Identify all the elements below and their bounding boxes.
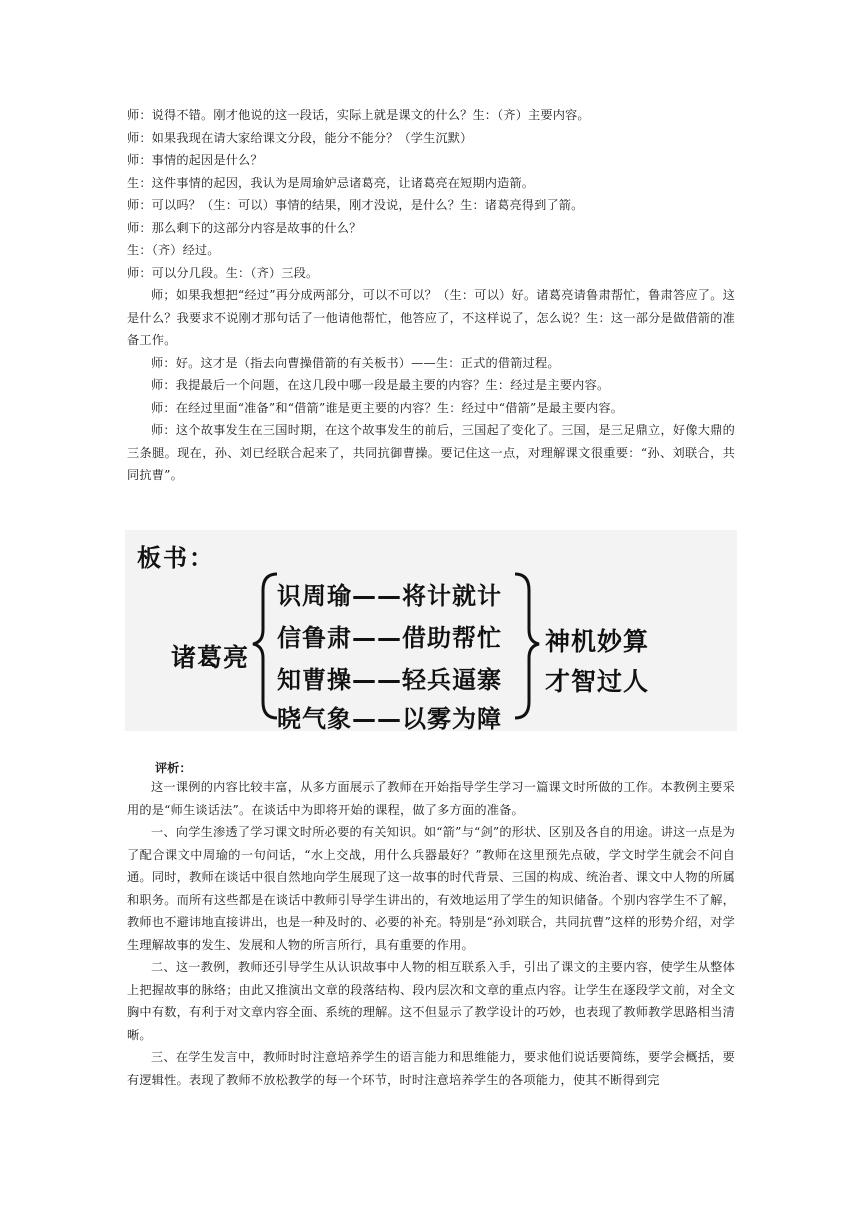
evaluation-paragraph: 二、这一教例，教师还引导学生从认识故事中人物的相互联系入手，引出了课文的主要内容，使学生从整体上把握故事的脉络；由此又推演出文章的段落结构、段内层次和文章的重点内容。让学生在逐段学文前，对全文胸中有数，有利于对文章内容全面、系统的理解。这不但显示了教学设计的巧妙，也表现了教师教学思路相当清晰。 bbox=[127, 960, 735, 1042]
evaluation-paragraph: 这一课例的内容比较丰富，从多方面展示了教师在开始指导学生学习一篇课文时所做的工作。本教例主要采用的是“师生谈话法”。在谈话中为即将开始的课程，做了多方面的准备。 bbox=[127, 780, 735, 817]
dialogue-line: 师：那么剩下的这部分内容是故事的什么？ bbox=[127, 220, 362, 235]
right-brace-icon bbox=[515, 574, 539, 718]
dialogue-line: 师：如果我现在请大家给课文分段，能分不能分？（学生沉默） bbox=[127, 130, 473, 145]
dialogue-paragraph: 师：好。这才是（指去向曹操借箭的有关板书）——生：正式的借箭过程。 bbox=[151, 355, 560, 370]
dialogue-line: 师：事情的起因是什么？ bbox=[127, 153, 263, 167]
dialogue-line: 师：可以分几段。生：（齐）三段。 bbox=[127, 265, 319, 280]
board-summary: 才智过人 bbox=[545, 667, 650, 696]
board-row: 晓气象——以雾为障 bbox=[277, 705, 502, 733]
evaluation-body bbox=[127, 776, 735, 1091]
dialogue-paragraph: 师；如果我想把“经过”再分成两部分，可以不可以？（生：可以）好。诸葛亮请鲁肃帮忙，鲁肃答应了。这是什么？我要求不说刚才那句话了一他请他帮忙，他答应了，不这样说了，怎么说？生：这一部分是做借箭的准备工作。 bbox=[127, 288, 735, 347]
evaluation-paragraph: 一、向学生渗透了学习课文时所必要的有关知识。如“箭”与“剑”的形状、区别及各自的用途。讲这一点是为了配合课文中周瑜的一句问话，“水上交战，用什么兵器最好？”教师在这里预先点破，学文时学生就会不问自通。同时，教师在谈话中很自然地向学生展现了这一故事的时代背景、三国的构成、统治者、课文中人物的所属和职务。而所有这些都是在谈话中教师引导学生讲出的，有效地运用了学生的知识储备。个别内容学生不了解，教师也不避讳地直接讲出，也是一种及时的、必要的补充。特别是“孙刘联合，共同抗曹”这样的形势介绍，对学生理解故事的发生、发展和人物的所言所行，具有重要的作用。 bbox=[127, 825, 735, 952]
dialogue-block bbox=[127, 104, 735, 284]
dialogue-line: 师：可以吗？（生：可以）事情的结果，刚才没说，是什么？生：诸葛亮得到了箭。 bbox=[127, 198, 584, 212]
dialogue-paragraph: 师：在经过里面“准备”和“借箭”谁是更主要的内容？生：经过中“借箭”是最主要内容。 bbox=[151, 400, 624, 415]
board-summary: 神机妙算 bbox=[545, 627, 650, 656]
board-row: 信鲁肃——借助帮忙 bbox=[277, 624, 502, 652]
dialogue-block-continued bbox=[127, 284, 735, 487]
dialogue-paragraph: 师：我提最后一个问题，在这几段中哪一段是最主要的内容？生：经过是主要内容。 bbox=[151, 378, 610, 392]
evaluation-paragraph: 三、在学生发言中，教师时时注意培养学生的语言能力和思维能力，要求他们说话要简练，要学会概括，要有逻辑性。表现了教师不放松教学的每一个环节，时时注意培养学生的各项能力，使其不断得到完 bbox=[127, 1050, 735, 1087]
left-brace-icon bbox=[253, 574, 277, 718]
dialogue-line: 生：这件事情的起因，我认为是周瑜妒忌诸葛亮，让诸葛亮在短期内造箭。 bbox=[127, 175, 535, 190]
board-row: 知曹操——轻兵逼寨 bbox=[277, 666, 502, 694]
blackboard-summary-image bbox=[125, 530, 737, 731]
evaluation-heading: 评析： bbox=[155, 761, 192, 775]
dialogue-line: 生：（齐）经过。 bbox=[127, 243, 220, 257]
dialogue-line: 师：说得不错。刚才他说的这一段话，实际上就是课文的什么？生：（齐）主要内容。 bbox=[127, 108, 590, 122]
board-character-name: 诸葛亮 bbox=[171, 643, 250, 672]
board-row: 识周瑜——将计就计 bbox=[277, 582, 502, 610]
board-title: 板书： bbox=[137, 544, 215, 572]
dialogue-paragraph: 师：这个故事发生在三国时期，在这个故事发生的前后，三国起了变化了。三国，是三足鼎立，好像大鼎的三条腿。现在，孙、刘已经联合起来了，共同抗御曹操。要记住这一点，对理解课文很重要：“孙、刘联合，共同抗曹”。 bbox=[127, 423, 735, 482]
